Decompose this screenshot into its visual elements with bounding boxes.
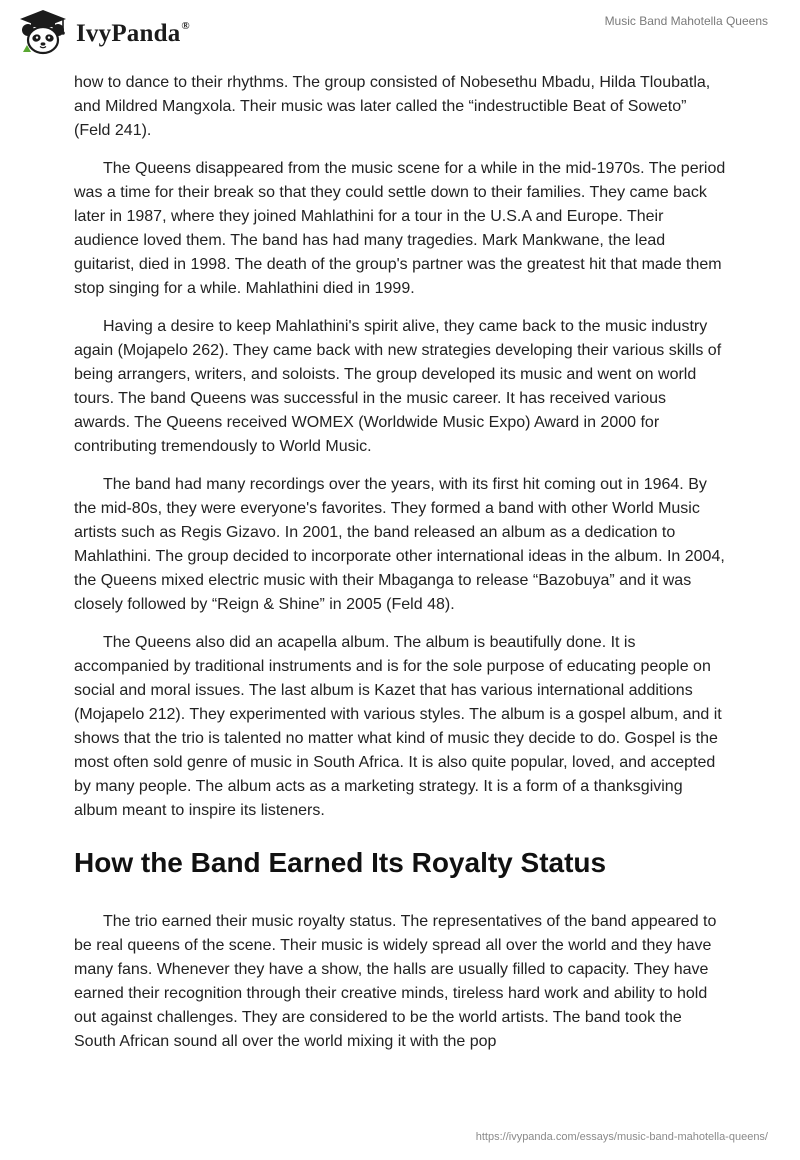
section-heading: How the Band Earned Its Royalty Status <box>74 847 607 878</box>
paragraph: The Queens disappeared from the music scene for a while in the mid-1970s. The period was a time for their break so that they could settle down to their families. They came back later in 1987, where they joined Mahlathini for a tour in the U.S.A and Europe. Their audience loved them. The band has had many tragedies. Mark Mankwane, the lead guitarist, died in 1998. The death of the group's partner was the greatest hit that made them stop singing for a while. Mahlathini died in 1999. <box>74 160 726 297</box>
paragraph: The trio earned their music royalty status. The representatives of the band appeared to be real queens of the scene. Their music is widely spread all over the world and they have many fans. Whenever they have a show, the halls are usually filled to capacity. They have earned their recognition through their creative minds, tireless hard work and ability to hold out against challenges. They are considered to be the world artists. The band took the South African sound all over the world mixing it with the pop <box>74 913 717 1050</box>
source-url[interactable]: https://ivypanda.com/essays/music-band-mahotella-queens/ <box>475 1131 768 1143</box>
paragraph: how to dance to their rhythms. The group consisted of Nobesethu Mbadu, Hilda Tloubatla, and Mildred Mangxola. Their music was later called the “indestructible Beat of Soweto” (Feld 241). <box>74 74 711 139</box>
essay-content <box>74 71 726 1068</box>
paragraph: Having a desire to keep Mahlathini's spirit alive, they came back to the music industry again (Mojapelo 262). They came back with new strategies developing their various skills of being arrangers, writers, and soloists. The group developed its music and went on world tours. The band Queens was successful in the music career. It has received various awards. The Queens received WOMEX (Worldwide Music Expo) Award in 2000 for contributing tremendously to World Music. <box>74 318 722 455</box>
panda-graduate-icon <box>14 8 72 58</box>
logo-wordmark: IvyPanda® <box>76 20 190 47</box>
paragraph: The band had many recordings over the years, with its first hit coming out in 1964. By the mid-80s, they were everyone's favorites. They formed a band with other World Music artists such as Regis Gizavo. In 2001, the band released an album as a dedication to Mahlathini. The group decided to incorporate other international ideas in the album. In 2004, the Queens mixed electric music with their Mbaganga to release “Bazobuya” and it was closely followed by “Reign & Shine” in 2005 (Feld 48). <box>74 476 725 613</box>
ivypanda-logo[interactable] <box>14 8 190 58</box>
paragraph: The Queens also did an acapella album. The album is beautifully done. It is accompanied by traditional instruments and is for the sole purpose of educating people on social and moral issues. The last album is Kazet that has various international additions (Mojapelo 212). They experimented with various styles. The album is a gospel album, and it shows that the trio is talented no matter what kind of music they decide to do. Gospel is the most often sold genre of music in South Africa. It is also quite popular, loved, and accepted by many people. The album acts as a marketing strategy. It is a form of a thanksgiving album meant to inspire its listeners. <box>74 634 722 819</box>
page-header <box>0 0 800 64</box>
document-title: Music Band Mahotella Queens <box>604 14 768 28</box>
